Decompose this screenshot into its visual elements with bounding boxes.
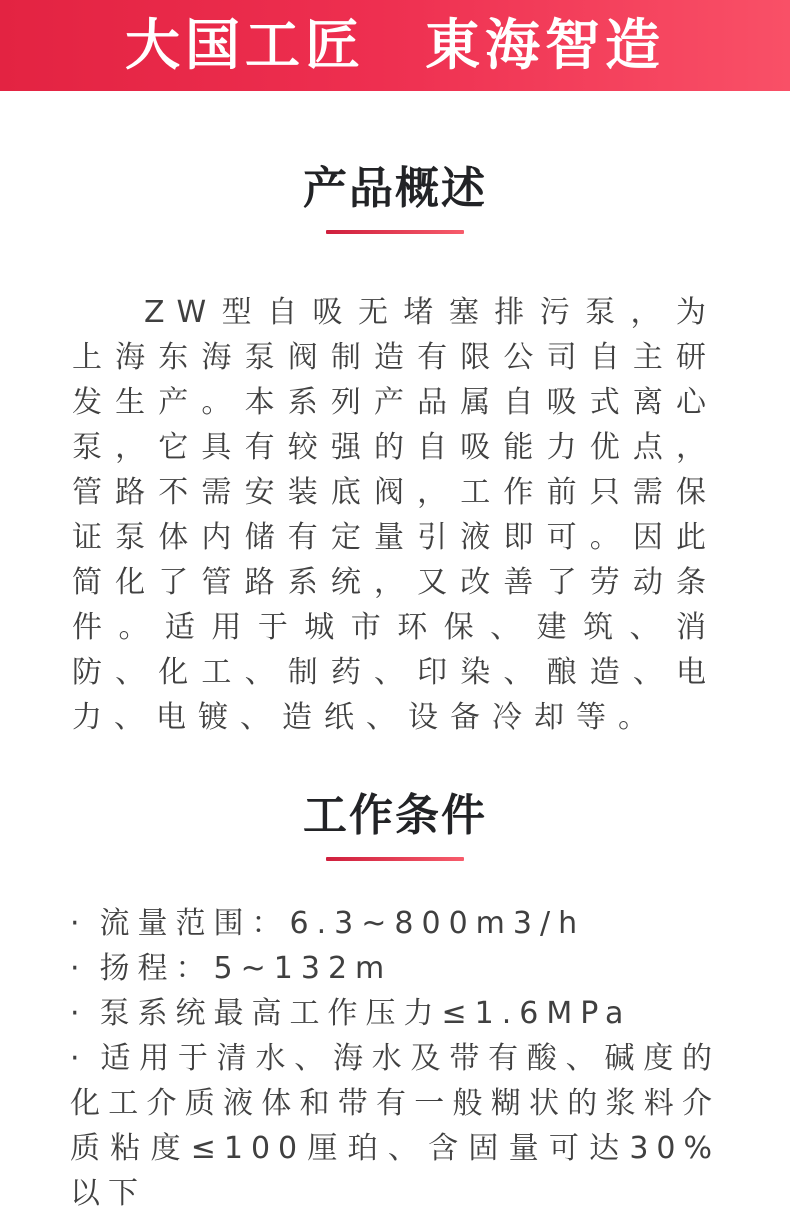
section-product-overview	[0, 161, 790, 740]
banner-title: 大国工匠 東海智造	[124, 13, 665, 77]
header-banner	[0, 0, 790, 91]
conditions-section-title: 工作条件	[303, 790, 487, 841]
list-item	[70, 901, 720, 946]
list-item	[70, 1036, 720, 1216]
list-item-text: 适用于清水、海水及带有酸、碱度的化工介质液体和带有一般糊状的浆料介质粘度≤100厘珀、含固量可达30%以下	[70, 1041, 720, 1211]
overview-section-title: 产品概述	[303, 163, 487, 214]
heading-underline	[326, 230, 464, 234]
list-item	[70, 946, 720, 991]
bullet-icon: ·	[70, 1041, 88, 1076]
list-item-text: 扬程：5~132m	[99, 951, 393, 986]
list-item	[70, 991, 720, 1036]
list-item-text: 泵系统最高工作压力≤1.6MPa	[99, 996, 632, 1031]
overview-paragraph: ZW型自吸无堵塞排污泵，为上海东海泵阀制造有限公司自主研发生产。本系列产品属自吸式离心泵，它具有较强的自吸能力优点，管路不需安装底阀，工作前只需保证泵体内储有定量引液即可。因此简化了管路系统，又改善了劳动条件。适用于城市环保、建筑、消防、化工、制药、印染、酿造、电力、电镀、造纸、设备冷却等。	[72, 295, 718, 735]
section-working-conditions	[0, 788, 790, 1216]
conditions-heading-block	[0, 788, 790, 861]
heading-underline	[326, 857, 464, 861]
overview-heading-block	[0, 161, 790, 234]
conditions-list	[70, 901, 720, 1216]
bullet-icon: ·	[70, 996, 88, 1031]
list-item-text: 流量范围：6.3~800m3/h	[99, 906, 586, 941]
bullet-icon: ·	[70, 906, 88, 941]
bullet-icon: ·	[70, 951, 88, 986]
